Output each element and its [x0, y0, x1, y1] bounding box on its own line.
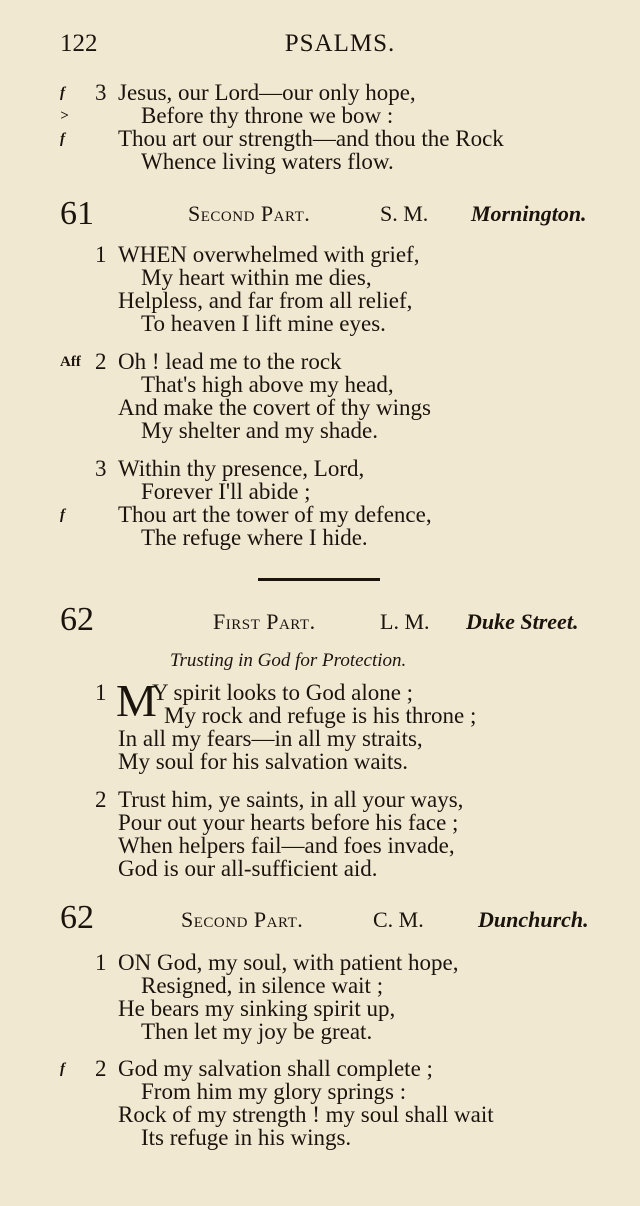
section-divider: [258, 578, 380, 581]
verse-line: God my salvation shall complete ;: [118, 1056, 433, 1081]
hymn-part: Second Part.: [188, 201, 311, 226]
verse-line: Trust him, ye saints, in all your ways,: [118, 787, 464, 812]
verse-line: My soul for his salvation waits.: [118, 749, 409, 774]
verse-line: To heaven I lift mine eyes.: [141, 311, 386, 336]
verse-line: God is our all-sufficient aid.: [118, 856, 378, 881]
verse-line: Pour out your hearts before his face ;: [118, 810, 459, 835]
verse-number: 1: [95, 242, 107, 267]
hymn-meter: S. M.: [380, 201, 429, 226]
dynamic-mark: f: [60, 507, 65, 523]
verse-line: When helpers fail—and foes invade,: [118, 833, 455, 858]
verse-line: Whence living waters flow.: [141, 149, 394, 174]
hymn-tune: Mornington.: [471, 201, 587, 226]
hymn-part: First Part.: [213, 609, 316, 634]
verse-number: 3: [95, 80, 107, 105]
dynamic-mark: Aff: [60, 354, 81, 370]
hymn-number: 62: [60, 899, 94, 936]
hymn-subtitle: Trusting in God for Protection.: [170, 650, 407, 671]
dynamic-mark: f: [60, 85, 65, 101]
verse-line: WHEN overwhelmed with grief,: [118, 242, 420, 267]
verse-number: 2: [95, 349, 107, 374]
verse-number: 2: [95, 1056, 107, 1081]
dynamic-mark: f: [60, 131, 65, 147]
hymn-number: 61: [60, 195, 94, 232]
verse-line: My heart within me dies,: [141, 265, 372, 290]
verse-line: Before thy throne we bow :: [141, 103, 394, 128]
hymn-meter: C. M.: [373, 907, 424, 932]
verse-line: In all my fears—in all my straits,: [118, 726, 423, 751]
hymn-number: 62: [60, 601, 94, 638]
verse-number: 3: [95, 456, 107, 481]
verse-number: 1: [95, 950, 107, 975]
dynamic-mark: >: [60, 108, 69, 124]
verse-line: Forever I'll abide ;: [141, 479, 311, 504]
verse-line: Thou art the tower of my defence,: [118, 502, 432, 527]
verse-line: Its refuge in his wings.: [141, 1125, 352, 1150]
running-title: PSALMS.: [284, 30, 396, 57]
dynamic-mark: f: [60, 1061, 65, 1077]
verse-line: Oh ! lead me to the rock: [118, 349, 342, 374]
verse-line: Resigned, in silence wait ;: [141, 973, 384, 998]
verse-line: The refuge where I hide.: [141, 525, 368, 550]
verse-line: From him my glory springs :: [141, 1079, 407, 1104]
verse-number: 1: [95, 680, 107, 705]
verse-line: Helpless, and far from all relief,: [118, 288, 413, 313]
verse-line: My shelter and my shade.: [141, 418, 378, 443]
page-header: [60, 30, 600, 64]
verse-line: Y spirit looks to God alone ;: [152, 680, 414, 705]
verse-line: Within thy presence, Lord,: [118, 456, 365, 481]
drop-cap: M: [116, 675, 157, 726]
verse-line: That's high above my head,: [141, 372, 394, 397]
verse-line: And make the covert of thy wings: [118, 395, 431, 420]
hymn-part: Second Part.: [181, 907, 304, 932]
verse-line: Thou art our strength—and thou the Rock: [118, 126, 504, 151]
hymn-meter: L. M.: [380, 609, 430, 634]
verse-number: 2: [95, 787, 107, 812]
verse-line: Then let my joy be great.: [141, 1019, 373, 1044]
verse-line: My rock and refuge is his throne ;: [164, 703, 477, 728]
verse-line: He bears my sinking spirit up,: [118, 996, 396, 1021]
page-number: 122: [60, 30, 98, 57]
verse-line: Jesus, our Lord—our only hope,: [118, 80, 416, 105]
hymn-tune: Dunchurch.: [478, 907, 589, 932]
verse-line: ON God, my soul, with patient hope,: [118, 950, 459, 975]
verse-line: Rock of my strength ! my soul shall wait: [118, 1102, 494, 1127]
hymn-tune: Duke Street.: [466, 609, 579, 634]
